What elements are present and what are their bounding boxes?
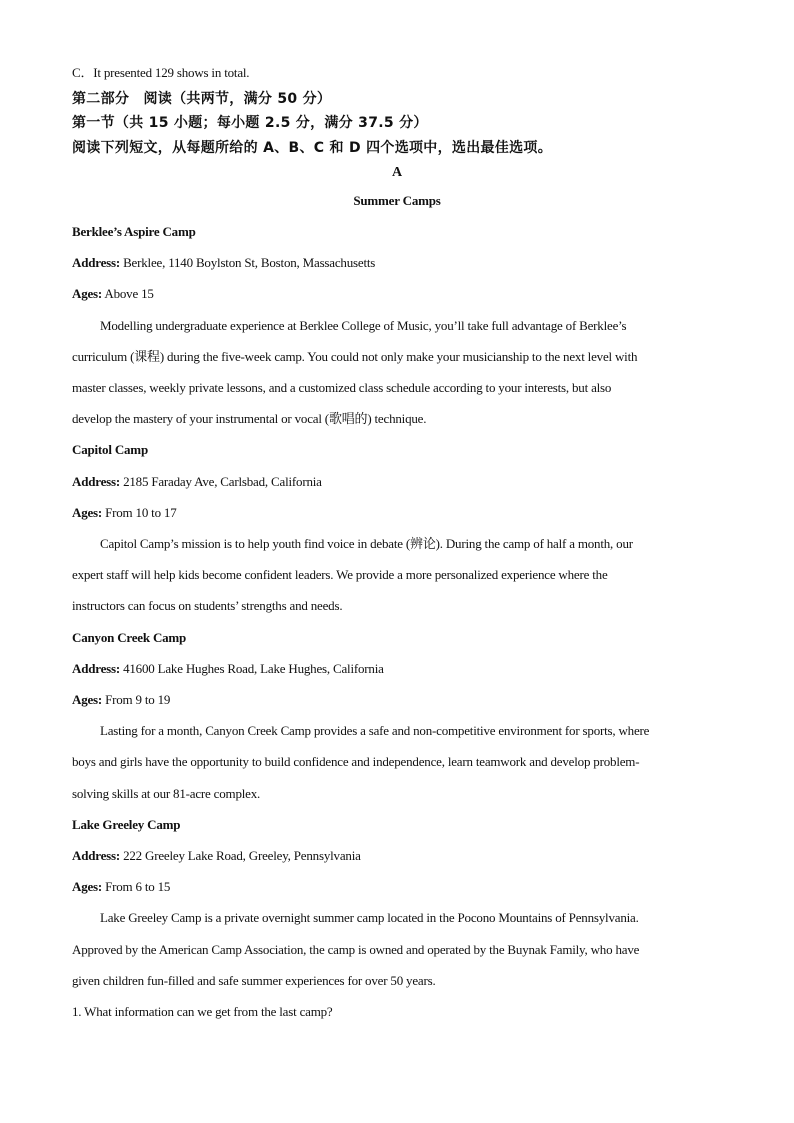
address-label: Address: <box>72 474 121 489</box>
question-text: 1. What information can we get from the last camp? <box>72 1004 333 1019</box>
camp-description-line: master classes, weekly private lessons, and a customized class schedule according to your interests, but also <box>72 380 612 395</box>
address-label: Address: <box>72 661 121 676</box>
address-label: Address: <box>72 848 121 863</box>
camp-description-line: solving skills at our 81-acre complex. <box>72 786 261 801</box>
address-value: 222 Greeley Lake Road, Greeley, Pennsylvania <box>120 848 361 863</box>
camp-description-line: Modelling undergraduate experience at Berklee College of Music, you’ll take full advantage of Berklee’s <box>100 318 627 333</box>
camp-ages <box>72 284 154 304</box>
camp-description-line: Capitol Camp’s mission is to help youth find voice in debate (辨论). During the camp of half a month, our <box>100 536 633 551</box>
camp-name: Berklee’s Aspire Camp <box>72 224 196 239</box>
address-label: Address: <box>72 255 121 270</box>
address-value: 2185 Faraday Ave, Carlsbad, California <box>120 474 322 489</box>
ages-label: Ages: <box>72 879 103 894</box>
ages-value: Above 15 <box>102 286 154 301</box>
ages-label: Ages: <box>72 692 103 707</box>
camp-name: Lake Greeley Camp <box>72 817 181 832</box>
passage-title: Summer Camps <box>353 193 441 208</box>
camp-description-line: instructors can focus on students’ strengths and needs. <box>72 598 343 613</box>
ages-value: From 10 to 17 <box>102 505 177 520</box>
camp-address <box>72 659 384 679</box>
camp-ages <box>72 503 177 523</box>
section-heading: 第一节（共 15 小题；每小题 2.5 分，满分 37.5 分） <box>72 115 428 131</box>
camp-address <box>72 846 361 866</box>
camp-ages <box>72 877 170 897</box>
camp-description-line: expert staff will help kids become confident leaders. We provide a more personalized experience where the <box>72 567 608 582</box>
camp-address <box>72 472 322 492</box>
previous-question-option: C．It presented 129 shows in total. <box>72 65 250 80</box>
ages-value: From 6 to 15 <box>102 879 171 894</box>
camp-description-line: boys and girls have the opportunity to build confidence and independence, learn teamwork and develop problem- <box>72 754 640 769</box>
ages-value: From 9 to 19 <box>102 692 171 707</box>
camp-description-line: Approved by the American Camp Association, the camp is owned and operated by the Buynak Family, who have <box>72 942 640 957</box>
camp-name: Capitol Camp <box>72 442 148 457</box>
part-heading: 第二部分 阅读（共两节，满分 50 分） <box>72 91 332 107</box>
camp-description-line: given children fun-filled and safe summer experiences for over 50 years. <box>72 973 436 988</box>
passage-letter: A <box>392 165 402 180</box>
ages-label: Ages: <box>72 505 103 520</box>
camp-name: Canyon Creek Camp <box>72 630 187 645</box>
ages-label: Ages: <box>72 286 103 301</box>
camp-description-line: curriculum (课程) during the five-week camp. You could not only make your musicianship to the next level with <box>72 349 638 364</box>
address-value: Berklee, 1140 Boylston St, Boston, Massachusetts <box>120 255 376 270</box>
address-value: 41600 Lake Hughes Road, Lake Hughes, California <box>120 661 384 676</box>
camp-description-line: develop the mastery of your instrumental or vocal (歌唱的) technique. <box>72 411 427 426</box>
camp-address <box>72 253 375 273</box>
camp-description-line: Lasting for a month, Canyon Creek Camp provides a safe and non-competitive environment for sports, where <box>100 723 650 738</box>
camp-description-line: Lake Greeley Camp is a private overnight summer camp located in the Pocono Mountains of Pennsylvania. <box>100 910 639 925</box>
instruction-text: 阅读下列短文，从每题所给的 A、B、C 和 D 四个选项中，选出最佳选项。 <box>72 140 552 156</box>
camp-ages <box>72 690 170 710</box>
